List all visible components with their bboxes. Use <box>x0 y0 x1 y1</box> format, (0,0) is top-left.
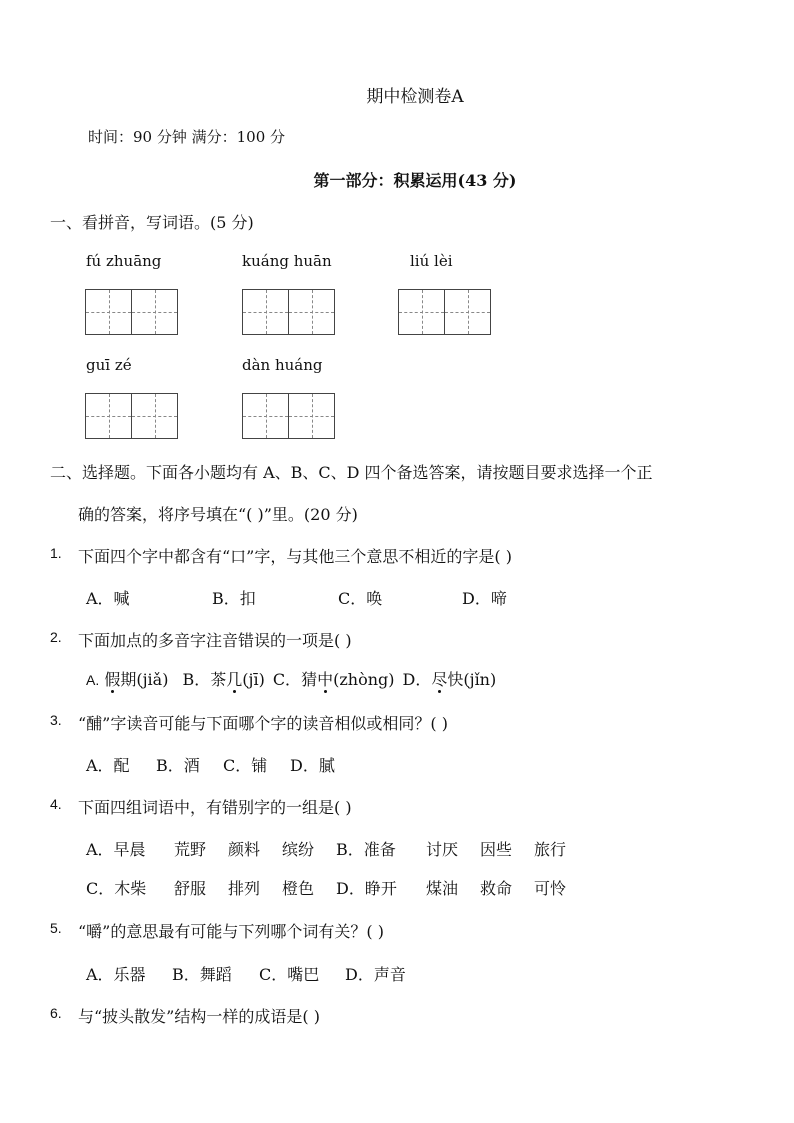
pinyin-2: kuáng huān <box>242 252 332 270</box>
dotted-char: 假 <box>104 667 120 690</box>
question-3-text: “酺”字读音可能与下面哪个字的读音相似或相同？( ) <box>78 714 448 733</box>
pinyin-3: liú lèi <box>410 252 453 270</box>
option-word: 可怜 <box>534 879 567 898</box>
option-b[interactable]: B．舞蹈 <box>172 965 232 984</box>
question-number: 6. <box>50 1005 62 1021</box>
question-1-text: 下面四个字中都含有“口”字，与其他三个意思不相近的字是( ) <box>78 547 512 566</box>
option-c[interactable]: C．唤 <box>338 589 383 608</box>
option-word: 排列 <box>228 879 261 898</box>
option-d[interactable]: D．声音 <box>345 965 406 984</box>
option-d[interactable]: D．膩 <box>290 756 335 775</box>
option-b[interactable]: B．扣 <box>212 589 256 608</box>
writing-grid-5[interactable] <box>242 393 335 439</box>
option-a[interactable]: A．喊 <box>86 589 130 608</box>
grid-cell[interactable] <box>243 394 289 438</box>
grid-cell[interactable] <box>445 290 490 334</box>
option-label: C． <box>272 670 302 689</box>
question-4-options-row1 <box>86 837 566 860</box>
writing-grid-4[interactable] <box>85 393 178 439</box>
grid-cell[interactable] <box>289 394 334 438</box>
option-c[interactable]: C．嘴巴 <box>259 965 320 984</box>
question-4-text: 下面四组词语中，有错别字的一组是( ) <box>78 798 352 817</box>
option-reading: (zhòng) <box>333 670 395 689</box>
option-d[interactable]: D．啼 <box>462 589 507 608</box>
option-word: 颜料 <box>228 840 261 859</box>
question-5-text: “嚼”的意思最有可能与下列哪个词有关？( ) <box>78 922 384 941</box>
question-number: 1. <box>50 545 62 561</box>
part-heading: 第一部分：积累运用(43 分) <box>313 171 517 190</box>
option-word: 缤纷 <box>282 840 315 859</box>
grid-cell[interactable] <box>243 290 289 334</box>
option-d[interactable] <box>403 667 497 690</box>
page-title: 期中检测卷A <box>366 87 464 107</box>
question-number: 4. <box>50 796 62 812</box>
option-label: D． <box>402 670 432 689</box>
section2-heading-line1: 二、选择题。下面各小题均有 A、B、C、D 四个备选答案，请按题目要求选择一个正 <box>50 463 653 482</box>
grid-cell[interactable] <box>289 290 334 334</box>
option-b[interactable]: B．酒 <box>156 756 200 775</box>
question-6-text: 与“披头散发”结构一样的成语是( ) <box>78 1007 320 1026</box>
option-a[interactable]: A．配 <box>86 756 130 775</box>
writing-grid-1[interactable] <box>85 289 178 335</box>
option-b[interactable] <box>182 667 264 690</box>
option-c[interactable]: C．铺 <box>223 756 268 775</box>
grid-cell[interactable] <box>399 290 445 334</box>
dotted-char: 尽 <box>431 667 447 690</box>
grid-cell[interactable] <box>86 290 132 334</box>
section1-heading: 一、看拼音，写词语。(5 分) <box>50 213 254 232</box>
question-number: 2. <box>50 629 62 645</box>
option-word: 橙色 <box>282 879 315 898</box>
option-word: 因些 <box>480 840 513 859</box>
question-3-options <box>86 753 335 776</box>
option-reading: 快(jǐn) <box>447 670 497 689</box>
grid-cell[interactable] <box>132 394 177 438</box>
option-prefix: 茶 <box>210 670 227 689</box>
writing-grid-2[interactable] <box>242 289 335 335</box>
writing-grid-3[interactable] <box>398 289 491 335</box>
option-reading: (jī) <box>242 670 265 689</box>
question-1-options <box>86 586 507 609</box>
option-a[interactable] <box>86 667 168 690</box>
question-2-options <box>86 667 496 690</box>
option-word: 煤油 <box>426 879 459 898</box>
option-word: 旅行 <box>534 840 567 859</box>
question-5-options <box>86 962 406 985</box>
option-c[interactable] <box>273 667 395 690</box>
question-2-text: 下面加点的多音字注音错误的一项是( ) <box>78 631 352 650</box>
option-word: 舒服 <box>174 879 207 898</box>
pinyin-1: fú zhuāng <box>86 252 162 270</box>
option-label: B． <box>182 670 211 689</box>
grid-cell[interactable] <box>86 394 132 438</box>
option-label: A. <box>86 672 100 688</box>
question-4-options-row2 <box>86 876 566 899</box>
option-word: 讨厌 <box>426 840 459 859</box>
option-word: 荒野 <box>174 840 207 859</box>
question-number: 5. <box>50 920 62 936</box>
section2-heading-line2: 确的答案，将序号填在“( )”里。(20 分) <box>78 505 358 524</box>
option-word: 救命 <box>480 879 513 898</box>
option-a[interactable]: A．早晨 <box>86 840 146 859</box>
option-d[interactable]: D．睁开 <box>336 879 397 898</box>
option-b[interactable]: B．准备 <box>336 840 396 859</box>
grid-cell[interactable] <box>132 290 177 334</box>
exam-meta: 时间：90 分钟 满分：100 分 <box>88 128 286 146</box>
option-a[interactable]: A．乐器 <box>86 965 146 984</box>
pinyin-4: guī zé <box>86 356 132 374</box>
option-prefix: 猜 <box>301 670 318 689</box>
pinyin-5: dàn huáng <box>242 356 323 374</box>
question-number: 3. <box>50 712 62 728</box>
dotted-char: 中 <box>317 667 333 690</box>
dotted-char: 几 <box>226 667 242 690</box>
option-reading: 期(jiǎ) <box>120 670 169 689</box>
option-c[interactable]: C．木柴 <box>86 879 147 898</box>
